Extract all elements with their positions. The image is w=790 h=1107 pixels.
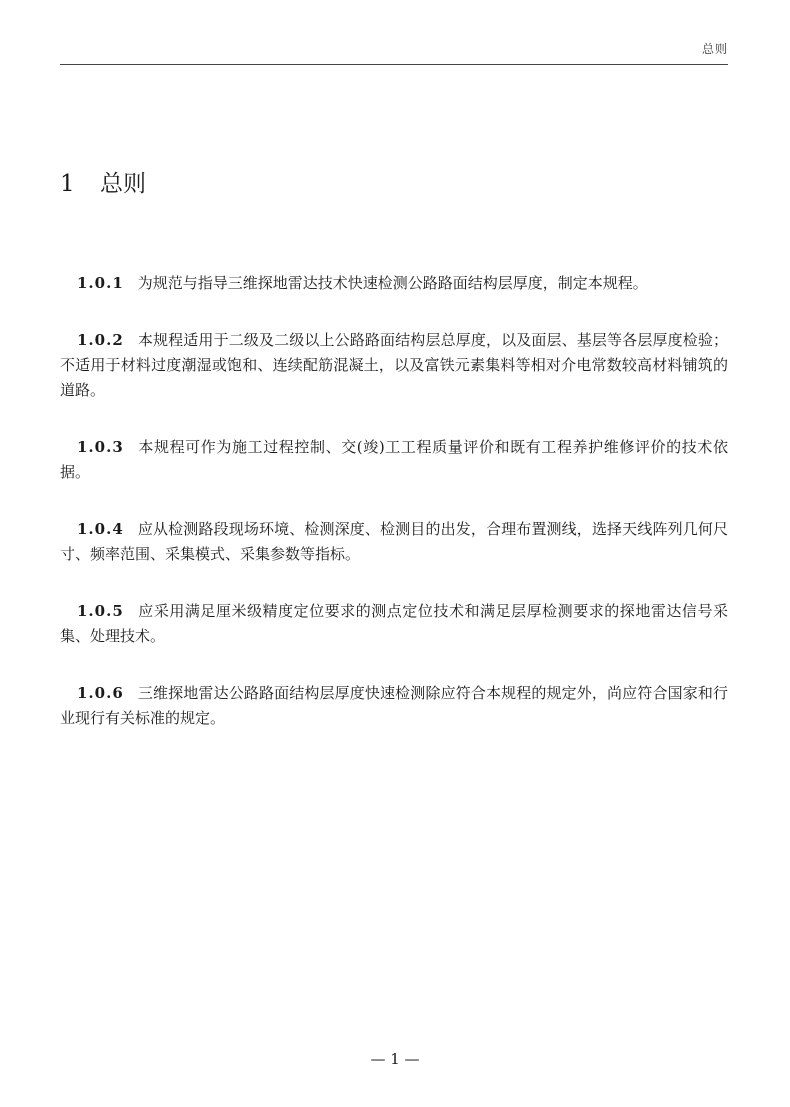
clause-text: 本规程适用于二级及二级以上公路路面结构层总厚度，以及面层、基层等各层厚度检验；不适用于材料过度潮湿或饱和、连续配筋混凝土，以及富铁元素集料等相对介电常数较高材料铺筑的道路。 <box>60 331 728 399</box>
clause-number: 1.0.1 <box>77 274 124 292</box>
clause-1-0-2 <box>60 328 728 403</box>
clause-number: 1.0.5 <box>77 602 124 620</box>
page-number: — 1 — <box>370 1050 420 1068</box>
clause-list <box>60 271 728 763</box>
clause-number: 1.0.3 <box>77 438 124 456</box>
chapter-number: 1 <box>60 171 75 197</box>
clause-1-0-4 <box>60 517 728 567</box>
header-rule <box>60 64 728 65</box>
clause-1-0-3 <box>60 435 728 485</box>
clause-text: 应从检测路段现场环境、检测深度、检测目的出发，合理布置测线，选择天线阵列几何尺寸、频率范围、采集模式、采集参数等指标。 <box>60 520 728 563</box>
clause-number: 1.0.2 <box>77 331 124 349</box>
running-header: 总则 <box>701 42 728 56</box>
clause-number: 1.0.4 <box>77 520 124 538</box>
clause-1-0-5 <box>60 599 728 649</box>
clause-number: 1.0.6 <box>77 684 124 702</box>
chapter-title: 总则 <box>100 171 146 197</box>
clause-text: 三维探地雷达公路路面结构层厚度快速检测除应符合本规程的规定外，尚应符合国家和行业现行有关标准的规定。 <box>60 684 728 727</box>
clause-1-0-6 <box>60 681 728 731</box>
clause-text: 应采用满足厘米级精度定位要求的测点定位技术和满足层厚检测要求的探地雷达信号采集、处理技术。 <box>60 602 728 645</box>
chapter-heading <box>60 165 146 198</box>
clause-text: 本规程可作为施工过程控制、交(竣)工工程质量评价和既有工程养护维修评价的技术依据。 <box>60 438 728 481</box>
clause-text: 为规范与指导三维探地雷达技术快速检测公路路面结构层厚度，制定本规程。 <box>137 274 648 292</box>
clause-1-0-1 <box>60 271 728 296</box>
